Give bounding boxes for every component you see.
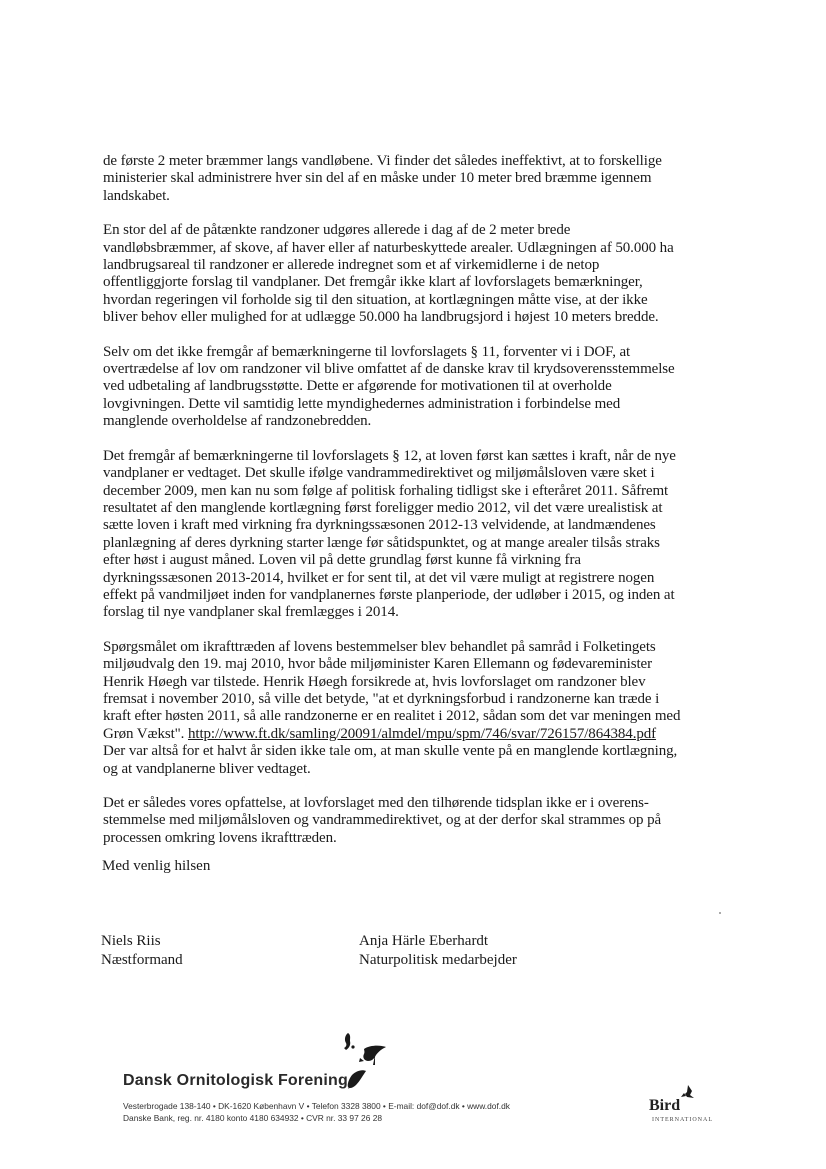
paragraph-3: Selv om det ikke fremgår af bemærkningerne til lovforslagets § 11, forventer vi i DOF, at overtrædelse af lov om randzoner vil blive omfattet af de danske krav til krydsoverensstemmelse ved udbetaling af landbrugsstøtte. Dette er afgørende for motivationen til at overholde lovgivningen. Dette vil samtidig lette myndighedernes administration i forbindelse med manglende overholdelse af randzonebredden. bbox=[103, 343, 675, 430]
signature-right-title: Naturpolitisk medarbejder bbox=[359, 952, 517, 968]
organization-name: Dansk Ornitologisk Forening bbox=[123, 1072, 348, 1089]
signature-right bbox=[359, 932, 517, 970]
signature-right-name: Anja Härle Eberhardt bbox=[359, 933, 489, 949]
signature-left-title: Næstformand bbox=[101, 952, 183, 968]
paragraph-4: Det fremgår af bemærkningerne til lovforslagets § 12, at loven først kan sættes i kraft, når de nye vandplaner er vedtaget. Det skulle ifølge vandrammedirektivet og miljømålsloven være sket i december 2009, men kan nu som følge af politisk forhaling tidligst ske i efteråret 2011. Såfremt resultatet af den manglende kortlægning først foreligger medio 2012, vil det være urealistisk at sætte loven i kraft med virkning fra dyrkningssæsonen 2012-13 velvidende, at landmændenes planlægning af deres dyrkning starter længe før såtidspunktet, og at mange arealer tilsås straks efter høst i august måned. Loven vil på dette grundlag først kunne få virkning fra dyrkningssæsonen 2013-2014, hvilket er for sent til, at det vil være muligt at registrere nogen effekt på vandmiljøet inden for vandplanernes første planperiode, der udløber i 2015, og inden at forslag til nye vandplaner skal fremlægges i 2014. bbox=[103, 447, 676, 621]
scan-speck bbox=[719, 912, 721, 914]
footer-address: Vesterbrogade 138-140 • DK-1620 København V • Telefon 3328 3800 • E-mail: dof@dof.dk • www.dof.dk bbox=[123, 1101, 510, 1111]
ft-link[interactable]: http://www.ft.dk/samling/20091/almdel/mpu/spm/746/svar/726157/864384.pdf bbox=[187, 725, 657, 742]
paragraph-1: de første 2 meter bræmmer langs vandløbene. Vi finder det således ineffektivt, at to forskellige ministerier skal administrere hver sin del af en måske under 10 meter bred bræmme igennem landskabet. bbox=[103, 153, 662, 204]
paragraph-5-after: Der var altså for et halvt år siden ikke tale om, at man skulle vente på en manglende kortlægning, og at vandplanerne bliver vedtaget. bbox=[103, 743, 678, 777]
paragraph-5-text: Spørgsmålet om ikrafttræden af lovens bestemmelser blev behandlet på samråd i Folketingets miljøudvalg den 19. maj 2010, hvor både miljøminister Karen Ellemann og fødevareminister Henrik Høegh var tilstede. Henrik Høegh forsikrede at, hvis lovforslaget om randzoner blev fremsat i november 2010, så ville det betyde, "at et dyrkningsforbud i randzonerne kan træde i kraft efter høsten 2011, så alle randzonerne er en realitet i 2012, sådan som det var meningen med Grøn Vækst". bbox=[103, 638, 681, 742]
paragraph-5 bbox=[103, 639, 683, 778]
footer-bank: Danske Bank, reg. nr. 4180 konto 4180 634932 • CVR nr. 33 97 26 28 bbox=[123, 1113, 383, 1123]
closing-greeting: Med venlig hilsen bbox=[102, 858, 211, 874]
paragraph-6: Det er således vores opfattelse, at lovforslaget med den tilhørende tidsplan ikke er i overens-stemmelse med miljømålsloven og vandrammedirektivet, og at der derfor skal strammes op på processen omkring lovens ikrafttræden. bbox=[103, 795, 662, 846]
birdlife-subtitle: INTERNATIONAL bbox=[652, 1117, 713, 1123]
signature-left-name: Niels Riis bbox=[101, 933, 161, 949]
letter-body bbox=[103, 153, 683, 864]
paragraph-2: En stor del af de påtænkte randzoner udgøres allerede i dag af de 2 meter brede vandløbsbræmmer, af skove, af haver eller af naturbeskyttede arealer. Udlægningen af 50.000 ha landbrugsareal til randzoner er allerede indregnet som et af virkemidlerne i de netop offentliggjorte forslag til vandplaner. Det fremgår ikke klart af lovforslagets bemærkninger, hvordan regeringen vil forholde sig til den situation, at kortlægningen måtte vise, at der ikke bliver behov eller mulighed for at udlægge 50.000 ha landbrugsjord i højest 10 meters bredde. bbox=[103, 222, 674, 326]
signature-left bbox=[101, 932, 183, 970]
birdlife-wordmark: Bird bbox=[649, 1097, 681, 1114]
